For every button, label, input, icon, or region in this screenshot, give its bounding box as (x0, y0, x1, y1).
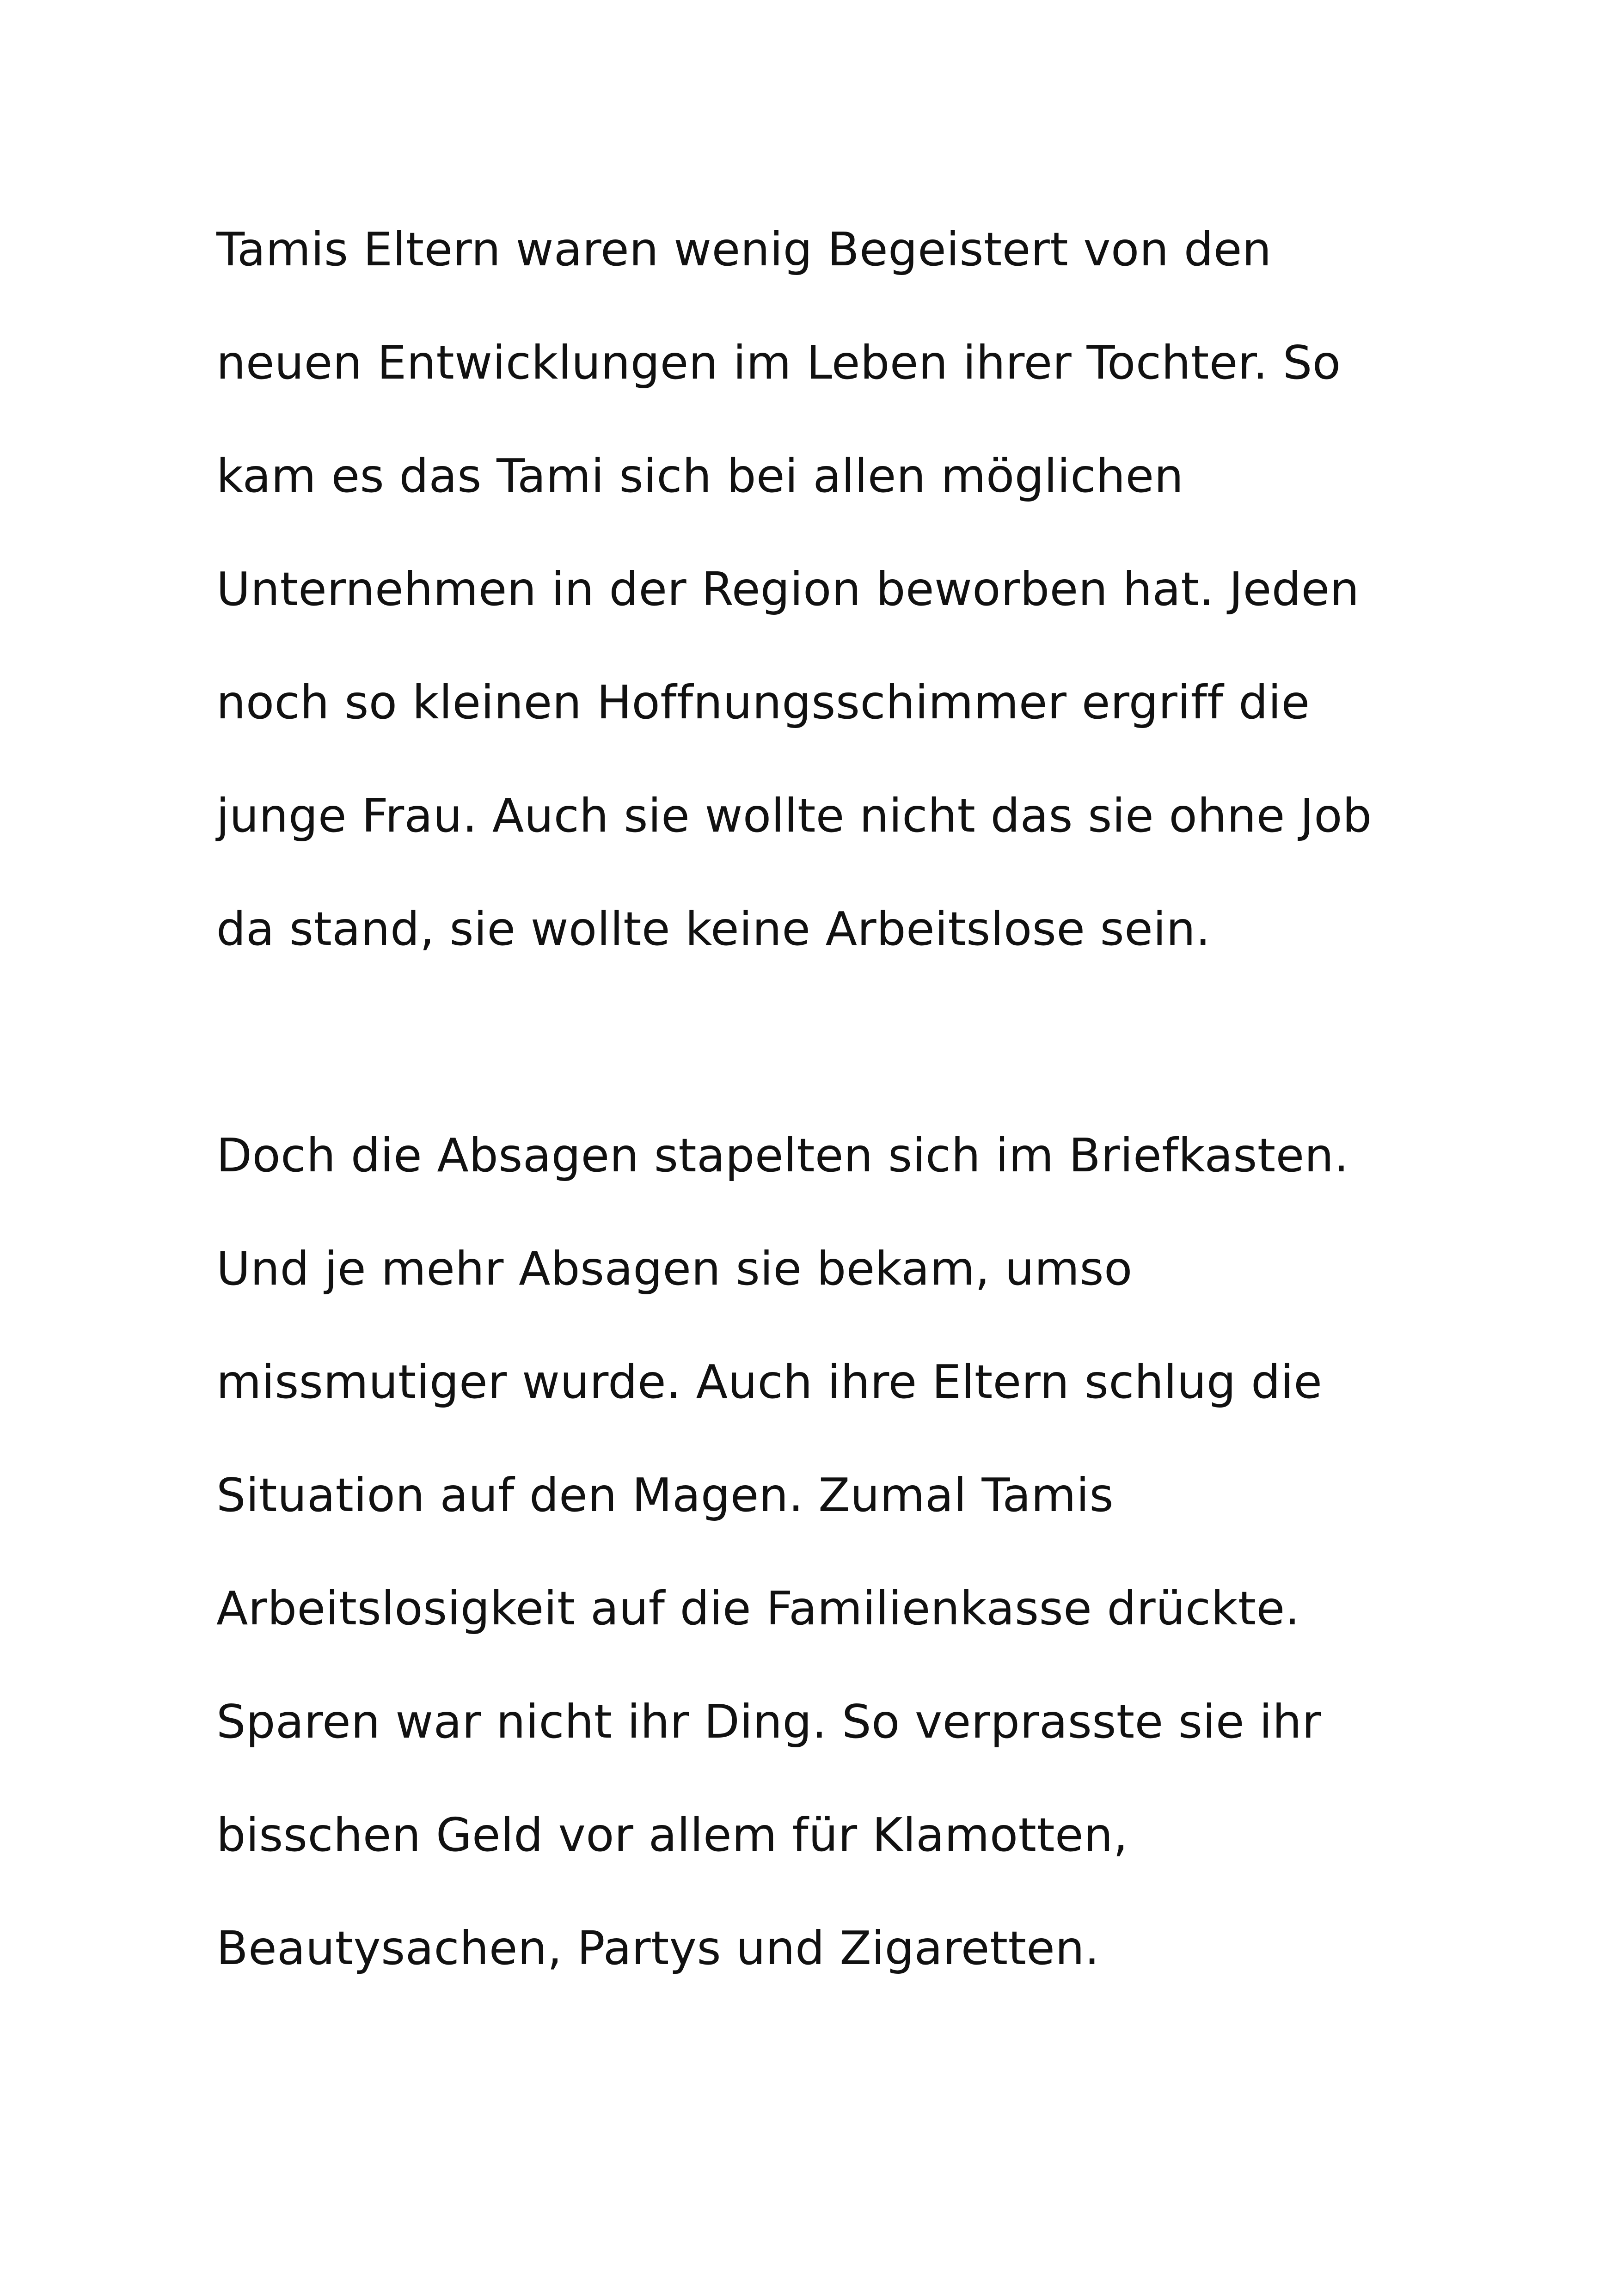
text-line: Und je mehr Absagen sie bekam, umso (216, 1242, 1133, 1296)
text-line: Beautysachen, Partys und Zigaretten. (216, 1921, 1100, 1975)
text-line: Unternehmen in der Region beworben hat. Jeden (216, 562, 1360, 616)
text-line: Sparen war nicht ihr Ding. So verprasste sie ihr (216, 1695, 1321, 1749)
text-line: Arbeitslosigkeit auf die Familienkasse drückte. (216, 1581, 1300, 1635)
text-line: junge Frau. Auch sie wollte nicht das sie ohne Job (216, 789, 1372, 843)
text-line: missmutiger wurde. Auch ihre Eltern schlug die (216, 1355, 1323, 1409)
text-line: Tamis Eltern waren wenig Begeistert von den (216, 222, 1272, 276)
text-line: neuen Entwicklungen im Leben ihrer Tochter. So (216, 336, 1341, 390)
text-line: Doch die Absagen stapelten sich im Briefkasten. (216, 1128, 1349, 1182)
text-line: kam es das Tami sich bei allen möglichen (216, 449, 1184, 503)
text-line: noch so kleinen Hoffnungsschimmer ergriff die (216, 675, 1310, 729)
text-line: Situation auf den Magen. Zumal Tamis (216, 1468, 1114, 1522)
text-line: da stand, sie wollte keine Arbeitslose sein. (216, 902, 1211, 956)
text-line: bisschen Geld vor allem für Klamotten, (216, 1808, 1128, 1862)
